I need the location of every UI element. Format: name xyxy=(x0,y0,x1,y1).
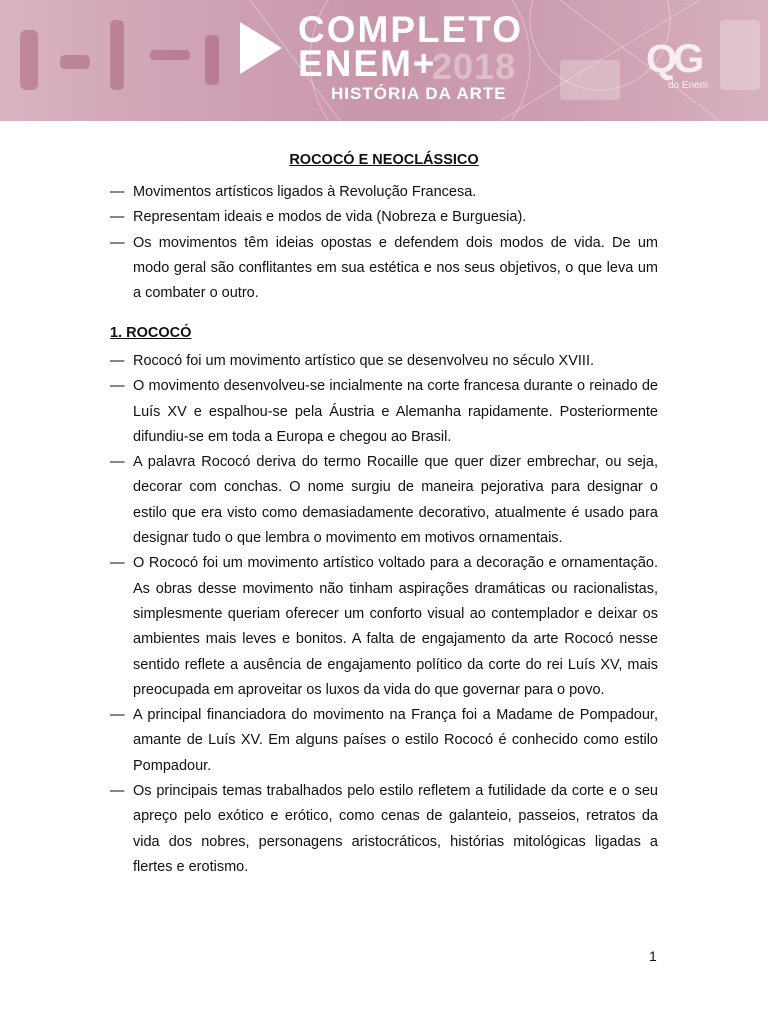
bullet-dash: — xyxy=(110,783,125,800)
bullet-text: Movimentos artísticos ligados à Revolução Francesa. xyxy=(133,184,477,200)
list-item xyxy=(110,374,658,450)
bullet-text: Rococó foi um movimento artístico que se desenvolveu no século XVIII. xyxy=(133,353,595,369)
qg-logo: QG xyxy=(646,37,701,81)
brand-title-line1: COMPLETO xyxy=(298,9,523,50)
list-item xyxy=(110,703,658,779)
list-item xyxy=(110,779,658,880)
brand-subtitle: HISTÓRIA DA ARTE xyxy=(331,84,507,103)
qg-logo-subtitle: do Enem xyxy=(668,80,709,91)
document-title: ROCOCÓ E NEOCLÁSSICO xyxy=(289,152,479,168)
list-item xyxy=(110,231,658,307)
bullet-text: Os movimentos têm ideias opostas e defendem dois modos de vida. De um modo geral são conflitantes em sua estética e nos seus objetivos, o que leva um a combater o outro. xyxy=(133,234,658,302)
bullet-text: A principal financiadora do movimento na França foi a Madame de Pompadour, amante de Luís XV. Em alguns países o estilo Rococó é conhecido como estilo Pompadour. xyxy=(133,707,658,774)
bullet-dash: — xyxy=(110,209,125,226)
bullet-text: O Rococó foi um movimento artístico voltado para a decoração e ornamentação. As obras desse movimento não tinham aspirações dramáticas ou racionalistas, simplesmente queriam oferecer um conforto visual ao contemplador e deixar os ambientes mais leves e bonitos. A falta de engajamento da arte Rococó nesse sentido reflete a ausência de engajamento político da corte do rei Luís XV, mais preocupada em aproveitar os luxos da vida do que governar para o povo. xyxy=(133,555,658,698)
bullet-text: Representam ideais e modos de vida (Nobreza e Burguesia). xyxy=(133,209,527,226)
list-item xyxy=(110,205,658,230)
list-item xyxy=(110,551,658,703)
intro-bullet-list xyxy=(110,180,658,306)
bullet-text: A palavra Rococó deriva do termo Rocaille que quer dizer embrechar, ou seja, decorar com conchas. O nome surgiu de maneira pejorativa para designar o estilo que era visto como demasiadamente decorativo, atualmente é usado para designar tudo o que lembra o movimento em motivos ornamentais. xyxy=(133,454,658,547)
play-icon xyxy=(240,22,282,74)
list-item xyxy=(110,349,658,374)
bullet-text: O movimento desenvolveu-se incialmente na corte francesa durante o reinado de Luís XV e espalhou-se pela Áustria e Alemanha rapidamente. Posteriormente difundiu-se em toda a Europa e chegou ao Brasil. xyxy=(133,378,658,445)
bullet-dash: — xyxy=(110,454,125,471)
bullet-dash: — xyxy=(110,184,125,200)
bullet-dash: — xyxy=(110,378,125,395)
bullet-text: Os principais temas trabalhados pelo estilo refletem a futilidade da corte e o seu apreço pelo exótico e erótico, como cenas de galanteio, passeios, retratos da vida dos nobres, personagens aristocráticos, histórias mitológicas ligadas a flertes e erotismo. xyxy=(133,783,658,875)
brand-year: 2018 xyxy=(432,46,517,87)
page-number: 1 xyxy=(649,948,657,964)
list-item xyxy=(110,180,658,205)
list-item xyxy=(110,450,658,551)
bullet-dash: — xyxy=(110,555,125,572)
bullet-dash: — xyxy=(110,234,125,251)
bullet-dash: — xyxy=(110,707,125,724)
section-heading-rococo: 1. ROCOCÓ xyxy=(110,325,192,341)
brand-title-line2: ENEM+ xyxy=(298,43,437,84)
rococo-bullet-list xyxy=(110,349,658,880)
header-banner xyxy=(0,0,768,121)
bullet-dash: — xyxy=(110,353,125,369)
